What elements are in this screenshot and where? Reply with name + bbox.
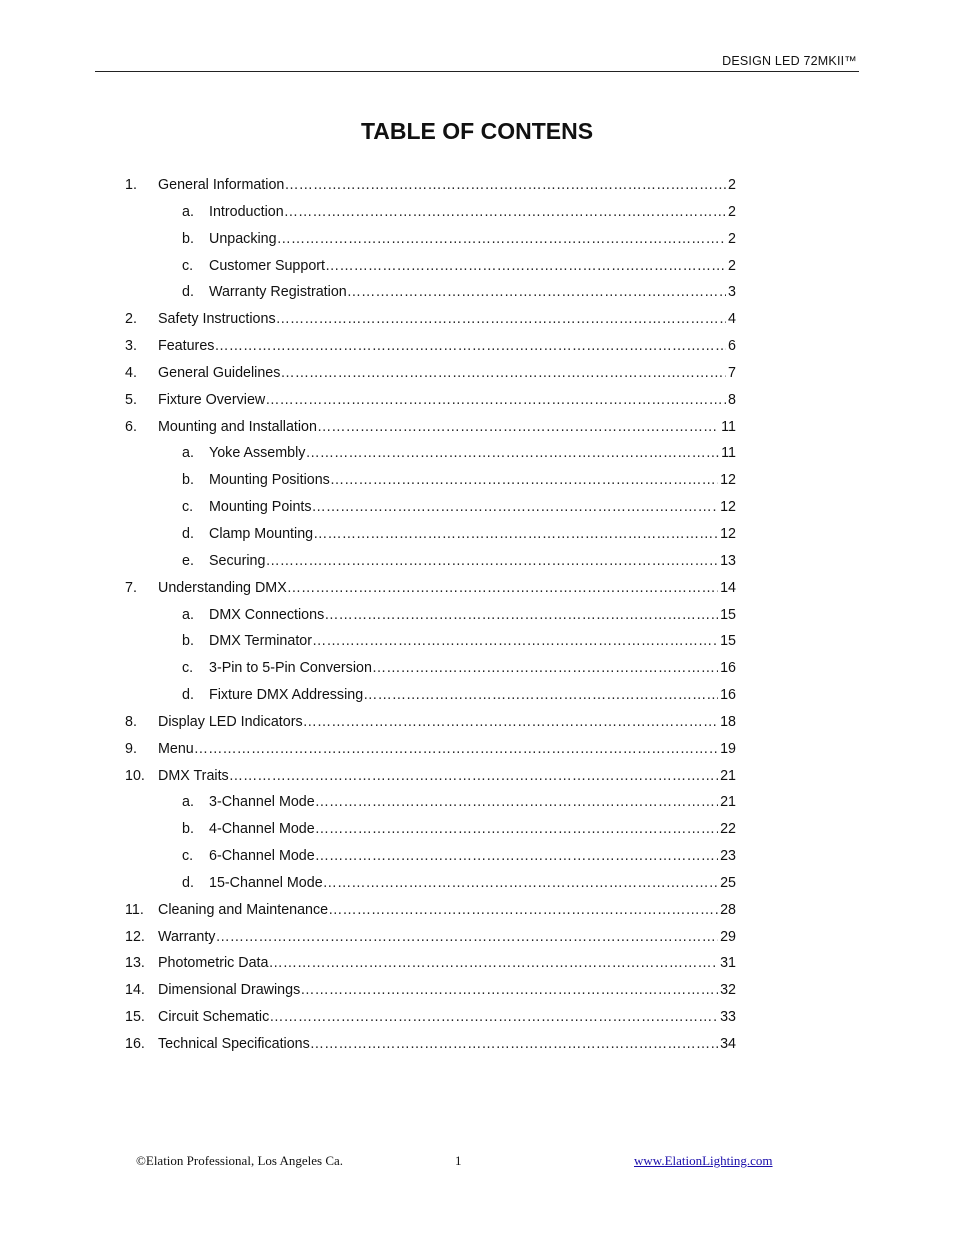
toc-entry-title: 3-Pin to 5-Pin Conversion [209,660,372,677]
toc-dot-leader [347,284,726,300]
toc-dot-leader [287,580,718,596]
toc-entry-line [158,1009,736,1025]
toc-entry [0,762,954,789]
toc-entry [0,439,954,466]
toc-entry-number: a. [182,794,194,811]
toc-entry-title: Dimensional Drawings [158,982,301,999]
toc-entry-page: 33 [720,1009,736,1026]
toc-entry-page: 23 [720,848,736,865]
toc-dot-leader [284,177,726,193]
toc-entry-number: b. [182,472,194,489]
toc-dot-leader [265,553,718,569]
toc-entry [0,681,954,708]
toc-entry-line [209,499,736,515]
toc-entry-line [209,231,736,247]
toc-entry [0,520,954,547]
toc-entry [0,1030,954,1057]
toc-dot-leader [310,1036,718,1052]
toc-entry-number: 16. [125,1036,145,1052]
toc-entry-page: 28 [720,901,736,918]
toc-dot-leader [323,875,718,891]
toc-entry-line [158,177,736,193]
toc-entry-line [209,445,736,461]
toc-entry [0,413,954,440]
toc-entry-page: 13 [720,552,736,569]
toc-entry-page: 4 [728,311,736,328]
toc-entry [0,627,954,654]
toc-dot-leader [229,768,718,784]
toc-dot-leader [303,714,718,730]
toc-entry-line [158,955,736,971]
toc-entry-number: 10. [125,767,145,784]
toc-entry-title: Photometric Data [158,955,269,972]
toc-entry-page: 25 [720,874,736,891]
toc-dot-leader [284,204,726,220]
toc-entry [0,225,954,252]
toc-entry [0,493,954,520]
toc-dot-leader [277,231,726,247]
toc-entry-title: Features [158,338,215,355]
toc-entry-number: b. [182,230,194,247]
toc-entry-page: 11 [721,445,736,462]
toc-entry-title: Safety Instructions [158,311,276,328]
toc-entry-page: 12 [720,499,736,516]
toc-entry [0,198,954,225]
toc-entry-page: 18 [720,713,736,730]
toc-entry-page: 15 [720,633,736,650]
toc-entry [0,171,954,198]
toc-entry-title: 15-Channel Mode [209,874,323,891]
toc-entry-page: 22 [720,821,736,838]
toc-entry [0,574,954,601]
toc-entry [0,735,954,762]
toc-entry-title: Warranty Registration [209,284,347,301]
toc-entry [0,601,954,628]
toc-entry-line [209,875,736,891]
footer-copyright: ©Elation Professional, Los Angeles Ca. [136,1153,344,1168]
toc-entry-page: 15 [720,606,736,623]
toc-entry-line [158,338,736,354]
toc-dot-leader [312,633,718,649]
toc-entry-line [209,526,736,542]
toc-entry-number: d. [182,284,194,301]
toc-entry-title: 3-Channel Mode [209,794,315,811]
toc-dot-leader [315,821,718,837]
toc-entry-number: 13. [125,955,145,972]
toc-entry-page: 12 [720,525,736,542]
toc-dot-leader [265,392,726,408]
toc-entry [0,332,954,359]
toc-entry [0,976,954,1003]
toc-entry-number: d. [182,525,194,542]
toc-entry-page: 14 [720,579,736,596]
toc-dot-leader [363,687,718,703]
toc-entry-number: 2. [125,311,137,328]
toc-entry-title: DMX Connections [209,606,325,623]
header-divider [95,71,859,72]
toc-entry-page: 11 [721,418,736,435]
toc-entry [0,466,954,493]
toc-entry-number: 12. [125,928,145,945]
toc-dot-leader [313,526,718,542]
toc-entry [0,278,954,305]
toc-entry [0,842,954,869]
toc-entry-page: 8 [728,391,736,408]
toc-entry-title: General Information [158,177,285,193]
toc-entry-line [158,1036,736,1052]
footer-page-number: 1 [455,1153,462,1168]
toc-entry-page: 32 [720,982,736,999]
toc-entry-line [158,419,736,435]
toc-entry [0,949,954,976]
toc-entry-number: 8. [125,713,137,730]
toc-entry-number: 3. [125,338,137,355]
toc-entry-title: Mounting Positions [209,472,330,489]
toc-entry-number: c. [182,499,194,516]
toc-dot-leader [328,902,718,918]
toc-entry-title: Customer Support [209,257,326,274]
header-title: DESIGN LED 72MKII™ [722,54,857,68]
toc-entry-number: b. [182,821,194,838]
toc-entry-number: 6. [125,418,137,435]
toc-entry-title: 4-Channel Mode [209,821,315,838]
toc-entry-line [158,365,736,381]
toc-entry-page: 19 [720,740,736,757]
toc-entry-number: a. [182,445,194,462]
toc-entry-line [209,204,736,220]
toc-entry-title: Unpacking [209,230,277,247]
toc-entry-title: DMX Traits [158,767,229,784]
toc-entry-page: 3 [728,284,736,301]
toc-dot-leader [315,794,718,810]
toc-entry [0,896,954,923]
toc-entry-line [158,902,736,918]
toc-entry-number: c. [182,257,194,274]
toc-entry-title: Mounting and Installation [158,418,317,435]
toc-dot-leader [325,258,726,274]
toc-entry [0,547,954,574]
toc-entry-number: a. [182,606,194,623]
toc-dot-leader [300,982,718,998]
toc-entry-title: Warranty [158,928,216,945]
toc-entry-title: Fixture Overview [158,391,266,408]
toc-dot-leader [280,365,726,381]
toc-entry-page: 2 [728,177,736,193]
toc-dot-leader [330,472,718,488]
toc-entry-number: 14. [125,982,145,999]
toc-dot-leader [214,338,726,354]
toc-entry-line [209,660,736,676]
toc-entry-number: 7. [125,579,137,596]
toc-entry [0,359,954,386]
toc-entry-page: 2 [728,257,736,274]
toc-entry [0,788,954,815]
toc-entry [0,869,954,896]
toc-entry [0,386,954,413]
toc-entry-page: 2 [728,230,736,247]
toc-dot-leader [269,1009,718,1025]
toc-entry-page: 29 [720,928,736,945]
table-of-contents [0,171,954,1057]
toc-entry-number: d. [182,874,194,891]
toc-entry-line [209,848,736,864]
toc-entry-line [158,741,736,757]
toc-entry-line [209,284,736,300]
toc-dot-leader [268,955,718,971]
toc-dot-leader [315,848,718,864]
toc-entry-line [209,633,736,649]
toc-entry-number: 5. [125,391,137,408]
toc-entry-title: Introduction [209,203,284,220]
toc-entry-title: Mounting Points [209,499,312,516]
toc-entry-page: 12 [720,472,736,489]
toc-entry-page: 2 [728,203,736,220]
toc-entry-line [209,607,736,623]
toc-entry-title: Circuit Schematic [158,1009,270,1026]
toc-entry-line [158,580,736,596]
toc-dot-leader [372,660,718,676]
toc-entry [0,654,954,681]
toc-entry-title: Yoke Assembly [209,445,306,462]
toc-dot-leader [215,929,718,945]
toc-entry-number: e. [182,552,194,569]
toc-dot-leader [305,445,719,461]
toc-entry-number: 9. [125,740,137,757]
toc-entry-number: 1. [125,177,137,193]
toc-dot-leader [324,607,718,623]
toc-entry-line [158,311,736,327]
toc-entry-title: Display LED Indicators [158,713,303,730]
toc-entry-number: a. [182,203,194,220]
footer-website-link[interactable]: www.ElationLighting.com [634,1153,773,1168]
toc-entry-line [209,687,736,703]
toc-entry-line [158,714,736,730]
toc-entry [0,815,954,842]
toc-entry [0,923,954,950]
page-title: TABLE OF CONTENS [360,118,594,144]
toc-entry [0,1003,954,1030]
toc-entry-page: 16 [720,660,736,677]
toc-entry-page: 31 [720,955,736,972]
toc-entry-title: Clamp Mounting [209,525,314,542]
toc-entry-line [209,821,736,837]
toc-entry-number: b. [182,633,194,650]
toc-dot-leader [312,499,719,515]
toc-entry-page: 7 [728,364,736,381]
toc-entry-title: General Guidelines [158,364,281,381]
toc-entry-title: Cleaning and Maintenance [158,901,329,918]
toc-entry [0,252,954,279]
toc-entry-title: Securing [209,552,266,569]
toc-entry-line [158,768,736,784]
toc-entry-title: Understanding DMX [158,579,287,596]
toc-entry-line [209,472,736,488]
toc-dot-leader [194,741,718,757]
toc-entry [0,305,954,332]
toc-entry-page: 34 [720,1036,736,1052]
toc-entry-title: Technical Specifications [158,1036,310,1052]
toc-entry-line [158,929,736,945]
toc-entry-number: d. [182,687,194,704]
toc-entry-line [158,982,736,998]
toc-entry-number: c. [182,848,194,865]
toc-entry-number: 15. [125,1009,145,1026]
toc-entry-number: c. [182,660,194,677]
toc-dot-leader [276,311,726,327]
toc-entry-page: 21 [720,794,736,811]
toc-entry-title: DMX Terminator [209,633,313,650]
toc-entry-line [158,392,736,408]
toc-entry-line [209,553,736,569]
toc-entry-page: 21 [720,767,736,784]
toc-entry-page: 6 [728,338,736,355]
toc-entry-number: 4. [125,364,137,381]
toc-dot-leader [317,419,719,435]
toc-entry-number: 11. [125,901,144,918]
toc-entry-line [209,794,736,810]
toc-entry-page: 16 [720,687,736,704]
toc-entry-line [209,258,736,274]
toc-entry [0,708,954,735]
toc-entry-title: 6-Channel Mode [209,848,315,865]
toc-entry-title: Fixture DMX Addressing [209,687,364,704]
toc-entry-title: Menu [158,740,194,757]
